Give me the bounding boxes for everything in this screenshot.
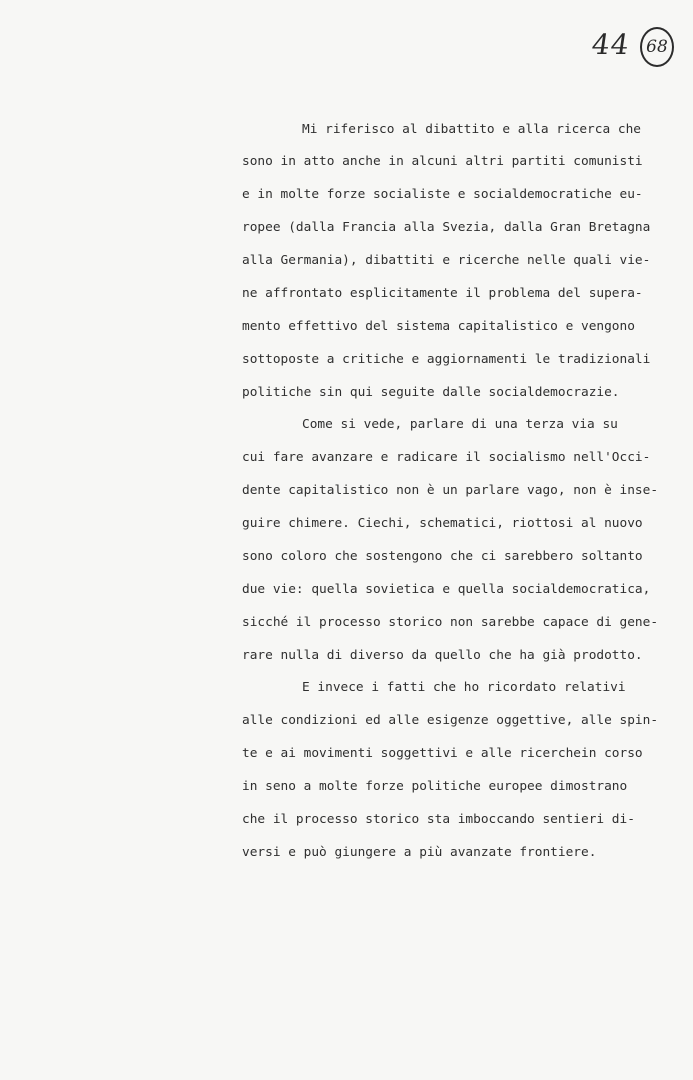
text-line: e in molte forze socialiste e socialdemocratiche eu- xyxy=(242,187,643,202)
text-line: sono in atto anche in alcuni altri partiti comunisti xyxy=(242,154,643,169)
text-line: sottoposte a critiche e aggiornamenti le tradizionali xyxy=(242,352,651,367)
text-line: versi e può giungere a più avanzate frontiere. xyxy=(242,845,597,860)
text-line: in seno a molte forze politiche europee dimostrano xyxy=(242,779,628,794)
text-line: Come si vede, parlare di una terza via su xyxy=(302,417,618,432)
text-line: te e ai movimenti soggettivi e alle ricerchein corso xyxy=(242,746,643,761)
text-line: sicché il processo storico non sarebbe capace di gene- xyxy=(242,615,659,630)
text-line: E invece i fatti che ho ricordato relativi xyxy=(302,680,626,695)
text-line: rare nulla di diverso da quello che ha già prodotto. xyxy=(242,648,643,663)
page-number: 44 xyxy=(589,28,632,61)
text-line: ne affrontato esplicitamente il problema del supera- xyxy=(242,286,643,301)
folio-number-text: 68 xyxy=(646,37,668,57)
text-line: guire chimere. Ciechi, schematici, riottosi al nuovo xyxy=(242,516,643,531)
text-line: mento effettivo del sistema capitalistico e vengono xyxy=(242,319,635,334)
text-line: politiche sin qui seguite dalle socialdemocrazie. xyxy=(242,385,620,400)
text-line: Mi riferisco al dibattito e alla ricerca che xyxy=(302,122,641,137)
text-line: due vie: quella sovietica e quella socialdemocratica, xyxy=(242,582,651,597)
text-line: sono coloro che sostengono che ci sarebbero soltanto xyxy=(242,549,643,564)
text-line: alle condizioni ed alle esigenze oggettive, alle spin- xyxy=(242,713,659,728)
text-line: dente capitalistico non è un parlare vago, non è inse- xyxy=(242,483,659,498)
text-line: alla Germania), dibattiti e ricerche nelle quali vie- xyxy=(242,253,651,268)
text-line: che il processo storico sta imboccando sentieri di- xyxy=(242,812,635,827)
text-line: ropee (dalla Francia alla Svezia, dalla Gran Bretagna xyxy=(242,220,651,235)
text-line: cui fare avanzare e radicare il socialismo nell'Occi- xyxy=(242,450,651,465)
